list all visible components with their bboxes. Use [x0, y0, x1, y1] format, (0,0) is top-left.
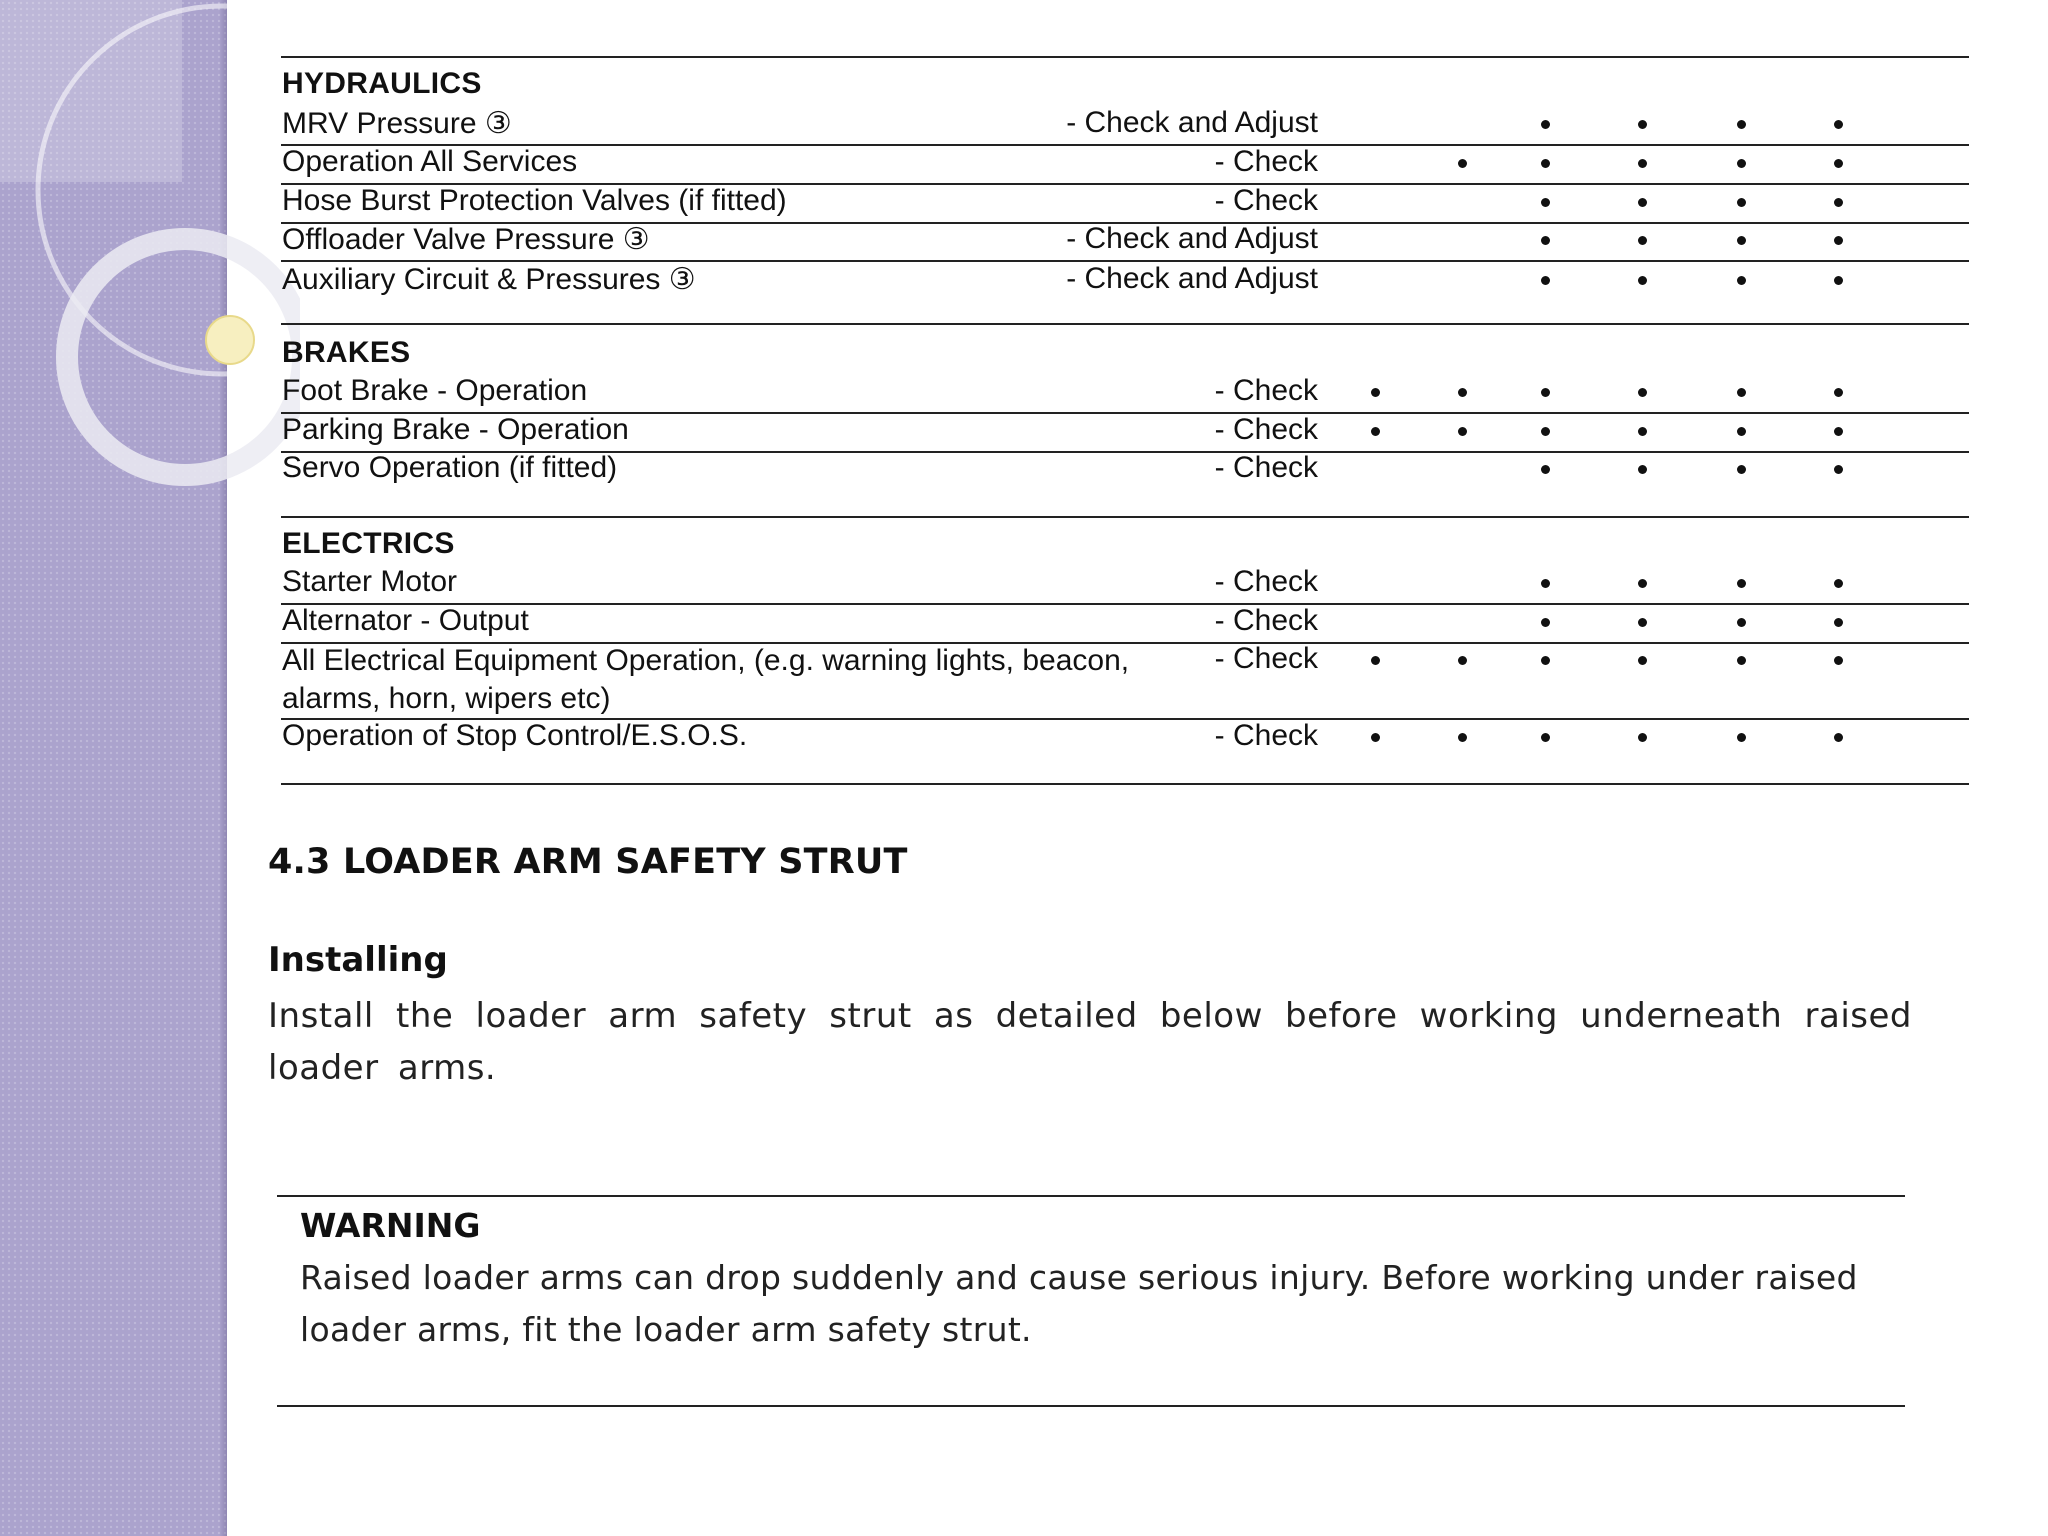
interval-dot [1638, 198, 1647, 207]
warning-text: Raised loader arms can drop suddenly and cause serious injury. Before working under raised loader arms, fit the loader arm safety strut. [300, 1258, 1858, 1349]
interval-dot [1638, 388, 1647, 397]
interval-dot [1737, 276, 1746, 285]
interval-dot [1737, 618, 1746, 627]
interval-dot [1638, 159, 1647, 168]
interval-dot [1737, 236, 1746, 245]
table-row [281, 565, 1969, 605]
interval-dot [1541, 427, 1550, 436]
interval-dot [1737, 579, 1746, 588]
section-title-electrics: ELECTRICS [282, 527, 455, 560]
row-item: Auxiliary Circuit & Pressures ③ [282, 263, 696, 296]
interval-dot [1458, 159, 1467, 168]
row-action: - Check [1214, 451, 1318, 484]
interval-dot [1737, 733, 1746, 742]
interval-dot [1834, 465, 1843, 474]
table-row [281, 106, 1969, 146]
row-action: - Check [1214, 145, 1318, 178]
interval-dot [1834, 388, 1843, 397]
interval-dot [1834, 198, 1843, 207]
table-bottom-rule [281, 783, 1969, 785]
interval-dot [1541, 656, 1550, 665]
interval-dot [1541, 276, 1550, 285]
section-title-hydraulics: HYDRAULICS [282, 67, 482, 100]
row-action: - Check and Adjust [1066, 106, 1318, 139]
small-ring [67, 239, 300, 475]
interval-dot [1458, 733, 1467, 742]
table-row [281, 262, 1969, 300]
row-item: MRV Pressure ③ [282, 107, 512, 140]
interval-dot [1541, 236, 1550, 245]
interval-dot [1834, 236, 1843, 245]
brakes-top-rule [281, 323, 1969, 325]
table-row [281, 719, 1969, 757]
warning-bottom-rule [277, 1405, 1905, 1407]
interval-dot [1737, 656, 1746, 665]
interval-dot [1737, 427, 1746, 436]
row-item: Hose Burst Protection Valves (if fitted) [282, 184, 787, 217]
interval-dot [1834, 656, 1843, 665]
row-item: Parking Brake - Operation [282, 413, 629, 446]
interval-dot [1834, 276, 1843, 285]
interval-dot [1638, 579, 1647, 588]
warning-title: WARNING [300, 1206, 481, 1245]
table-row [281, 451, 1969, 489]
interval-dot [1737, 159, 1746, 168]
interval-dot [1737, 388, 1746, 397]
table-row [281, 145, 1969, 185]
interval-dot [1638, 120, 1647, 129]
table-row [281, 413, 1969, 453]
interval-dot [1371, 656, 1380, 665]
table-row [281, 222, 1969, 262]
row-action: - Check and Adjust [1066, 222, 1318, 255]
row-item: Alternator - Output [282, 604, 529, 637]
row-action: - Check [1214, 719, 1318, 752]
row-action: - Check [1214, 604, 1318, 637]
installing-paragraph: Install the loader arm safety strut as detailed below before working underneath raised loader arms. [268, 996, 1912, 1088]
row-action: - Check [1214, 374, 1318, 407]
interval-dot [1541, 579, 1550, 588]
section-heading: 4.3 LOADER ARM SAFETY STRUT [268, 842, 908, 882]
interval-dot [1834, 120, 1843, 129]
warning-top-rule [277, 1195, 1905, 1197]
interval-dot [1541, 733, 1550, 742]
interval-dot [1737, 198, 1746, 207]
interval-dot [1638, 733, 1647, 742]
interval-dot [1737, 120, 1746, 129]
interval-dot [1458, 656, 1467, 665]
hydraulics-top-rule [281, 56, 1969, 58]
interval-dot [1638, 276, 1647, 285]
interval-dot [1541, 159, 1550, 168]
interval-dot [1371, 733, 1380, 742]
section-title-brakes: BRAKES [282, 336, 411, 369]
table-row [281, 642, 1969, 720]
interval-dot [1541, 465, 1550, 474]
interval-dot [1834, 579, 1843, 588]
table-row [281, 604, 1969, 644]
row-item: Starter Motor [282, 565, 458, 598]
interval-dot [1834, 618, 1843, 627]
decorative-rings [0, 0, 300, 520]
row-item: All Electrical Equipment Operation, (e.g. warning lights, beacon, alarms, horn, wipers etc) [282, 644, 1130, 715]
interval-dot [1541, 198, 1550, 207]
interval-dot [1458, 427, 1467, 436]
interval-dot [1371, 388, 1380, 397]
row-item: Operation All Services [282, 145, 578, 178]
row-item: Operation of Stop Control/E.S.O.S. [282, 719, 748, 752]
row-action: - Check [1214, 642, 1318, 675]
row-item: Offloader Valve Pressure ③ [282, 223, 650, 256]
row-item: Servo Operation (if fitted) [282, 451, 618, 484]
interval-dot [1737, 465, 1746, 474]
interval-dot [1834, 159, 1843, 168]
interval-dot [1638, 465, 1647, 474]
interval-dot [1638, 236, 1647, 245]
yellow-bead [206, 316, 254, 364]
interval-dot [1638, 427, 1647, 436]
row-action: - Check and Adjust [1066, 262, 1318, 295]
interval-dot [1541, 388, 1550, 397]
interval-dot [1638, 618, 1647, 627]
interval-dot [1541, 618, 1550, 627]
table-row [281, 184, 1969, 224]
row-action: - Check [1214, 413, 1318, 446]
row-item: Foot Brake - Operation [282, 374, 588, 407]
table-row [281, 374, 1969, 414]
row-action: - Check [1214, 184, 1318, 217]
interval-dot [1541, 120, 1550, 129]
interval-dot [1371, 427, 1380, 436]
row-action: - Check [1214, 565, 1318, 598]
interval-dot [1834, 427, 1843, 436]
interval-dot [1638, 656, 1647, 665]
interval-dot [1834, 733, 1843, 742]
subheading-installing: Installing [268, 940, 448, 980]
interval-dot [1458, 388, 1467, 397]
electrics-top-rule [281, 516, 1969, 518]
